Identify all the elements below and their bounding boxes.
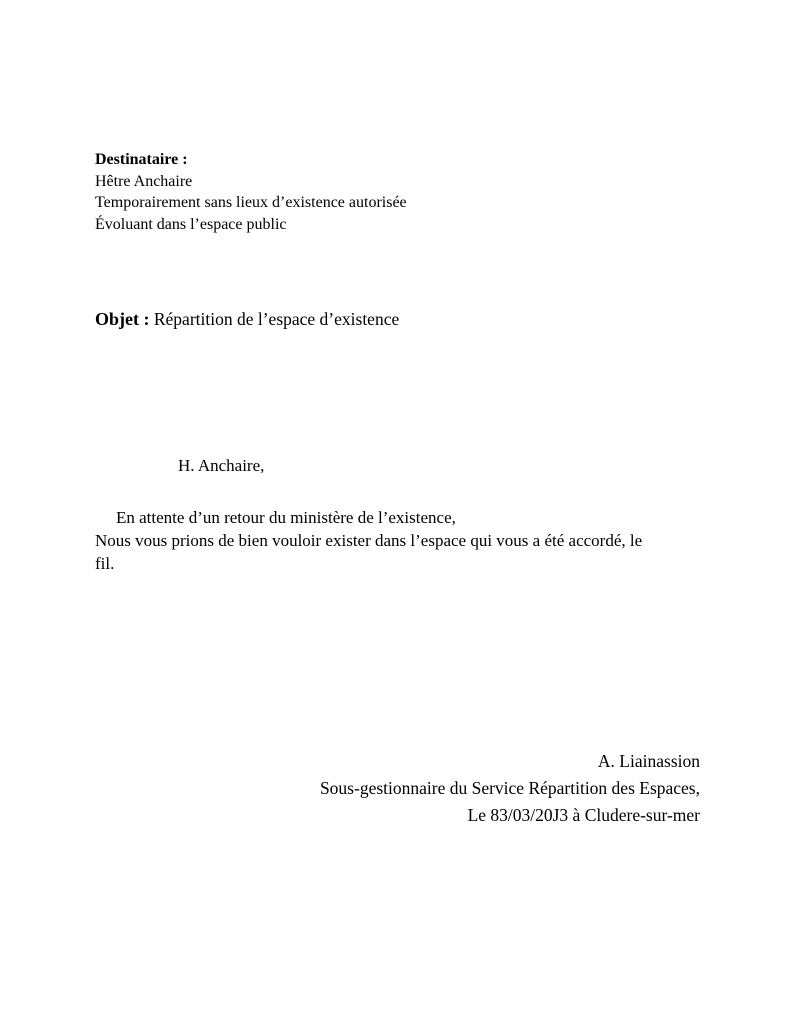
body-paragraph — [95, 506, 700, 575]
signature-title: Sous-gestionnaire du Service Répartition des Espaces, — [319, 778, 700, 798]
recipient-name: Hêtre Anchaire — [95, 172, 193, 190]
body-line: Nous vous prions de bien vouloir exister dans l’espace qui vous a été accordé, le — [95, 531, 643, 550]
subject-text: Répartition de l’espace d’existence — [149, 309, 400, 329]
subject-label: Objet : — [95, 309, 150, 329]
subject-line — [95, 307, 399, 331]
recipient-address-line: Évoluant dans l’espace public — [95, 216, 287, 234]
body-line: fil. — [95, 554, 115, 573]
signature-date-place: Le 83/03/20J3 à Cludere-sur-mer — [467, 805, 700, 825]
salutation: H. Anchaire, — [178, 456, 265, 475]
signature-block — [320, 748, 700, 829]
signature-name: A. Liainassion — [597, 751, 700, 771]
recipient-label: Destinataire : — [95, 151, 188, 168]
body-line: En attente d’un retour du ministère de l’existence, — [116, 508, 456, 527]
recipient-block — [95, 149, 407, 236]
recipient-address-line: Temporairement sans lieux d’existence autorisée — [95, 194, 407, 212]
